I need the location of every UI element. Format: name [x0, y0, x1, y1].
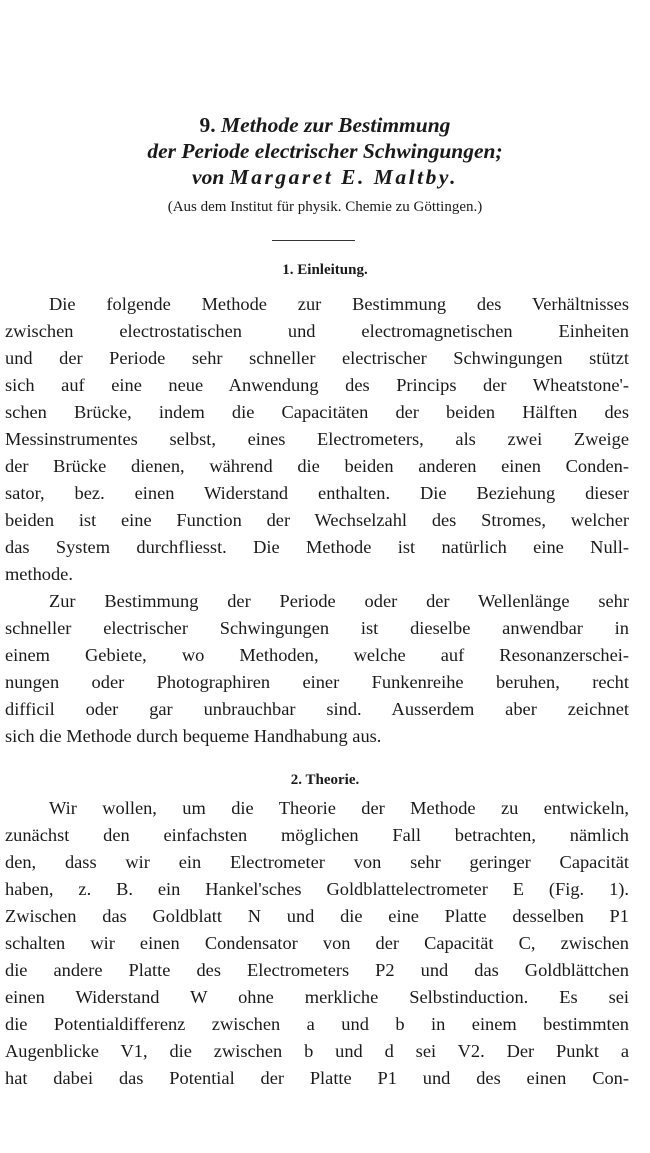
text-line: Augenblicke V1, die zwischen b und d sei V2. Der Punkt a — [5, 1041, 629, 1061]
text-line: einen Widerstand W ohne merkliche Selbstinduction. Es sei — [5, 987, 629, 1007]
text-line: sich auf eine neue Anwendung des Princips der Wheatstone'- — [5, 375, 629, 395]
text-line: Zwischen das Goldblatt N und die eine Platte desselben P1 — [5, 906, 629, 926]
text-line: hat dabei das Potential der Platte P1 und des einen Con- — [5, 1068, 629, 1088]
author-name: Margaret E. Maltby. — [229, 165, 458, 189]
text-line: die andere Platte des Electrometers P2 und das Goldblättchen — [5, 960, 629, 980]
title-text-1: Methode zur Bestimmung — [221, 113, 451, 137]
text-line: sator, bez. einen Widerstand enthalten. Die Beziehung dieser — [5, 483, 629, 503]
section-heading-einleitung: 1. Einleitung. — [282, 262, 368, 278]
text-line: sich die Methode durch bequeme Handhabung aus. — [5, 726, 382, 746]
text-line: schen Brücke, indem die Capacitäten der beiden Hälften des — [5, 402, 629, 422]
affiliation: (Aus dem Institut für physik. Chemie zu Göttingen.) — [167, 199, 483, 215]
text-line: beiden ist eine Function der Wechselzahl des Stromes, welcher — [5, 510, 629, 530]
text-line: methode. — [5, 564, 73, 584]
text-line: schneller electrischer Schwingungen ist dieselbe anwendbar in — [5, 618, 629, 638]
article-title-block — [0, 112, 650, 218]
title-line-2: der Periode electrischer Schwingungen; — [147, 139, 503, 163]
text-line: das System durchfliesst. Die Methode ist natürlich eine Null- — [5, 537, 629, 557]
section-body-einleitung — [5, 291, 629, 750]
text-line: zwischen electrostatischen und electromagnetischen Einheiten — [5, 321, 629, 341]
section-body-theorie — [5, 795, 629, 1092]
text-line: der Brücke dienen, während die beiden anderen einen Conden- — [5, 456, 629, 476]
title-line-3 — [0, 164, 650, 190]
article-number: 9. — [199, 113, 216, 137]
text-line: difficil oder gar unbrauchbar sind. Ausserdem aber zeichnet — [5, 699, 629, 719]
text-line: schalten wir einen Condensator von der Capacität C, zwischen — [5, 933, 629, 953]
section-heading-theorie: 2. Theorie. — [290, 772, 360, 788]
title-divider — [272, 240, 355, 241]
text-line: haben, z. B. ein Hankel'sches Goldblattelectrometer E (Fig. 1). — [5, 879, 629, 899]
text-line: und der Periode sehr schneller electrischer Schwingungen stützt — [5, 348, 629, 368]
text-line: zunächst den einfachsten möglichen Fall betrachten, nämlich — [5, 825, 629, 845]
text-line: Zur Bestimmung der Periode oder der Wellenlänge sehr — [49, 591, 629, 611]
text-line: den, dass wir ein Electrometer von sehr geringer Capacität — [5, 852, 629, 872]
text-line: Die folgende Methode zur Bestimmung des Verhältnisses — [49, 294, 629, 314]
text-line: Wir wollen, um die Theorie der Methode zu entwickeln, — [49, 798, 629, 818]
text-line: Messinstrumentes selbst, eines Electrometers, als zwei Zweige — [5, 429, 629, 449]
text-line: nungen oder Photographiren einer Funkenreihe beruhen, recht — [5, 672, 629, 692]
title-line-1 — [0, 112, 650, 138]
text-line: die Potentialdifferenz zwischen a und b in einem bestimmten — [5, 1014, 629, 1034]
author-prefix: von — [192, 165, 225, 189]
text-line: einem Gebiete, wo Methoden, welche auf Resonanzerschei- — [5, 645, 629, 665]
